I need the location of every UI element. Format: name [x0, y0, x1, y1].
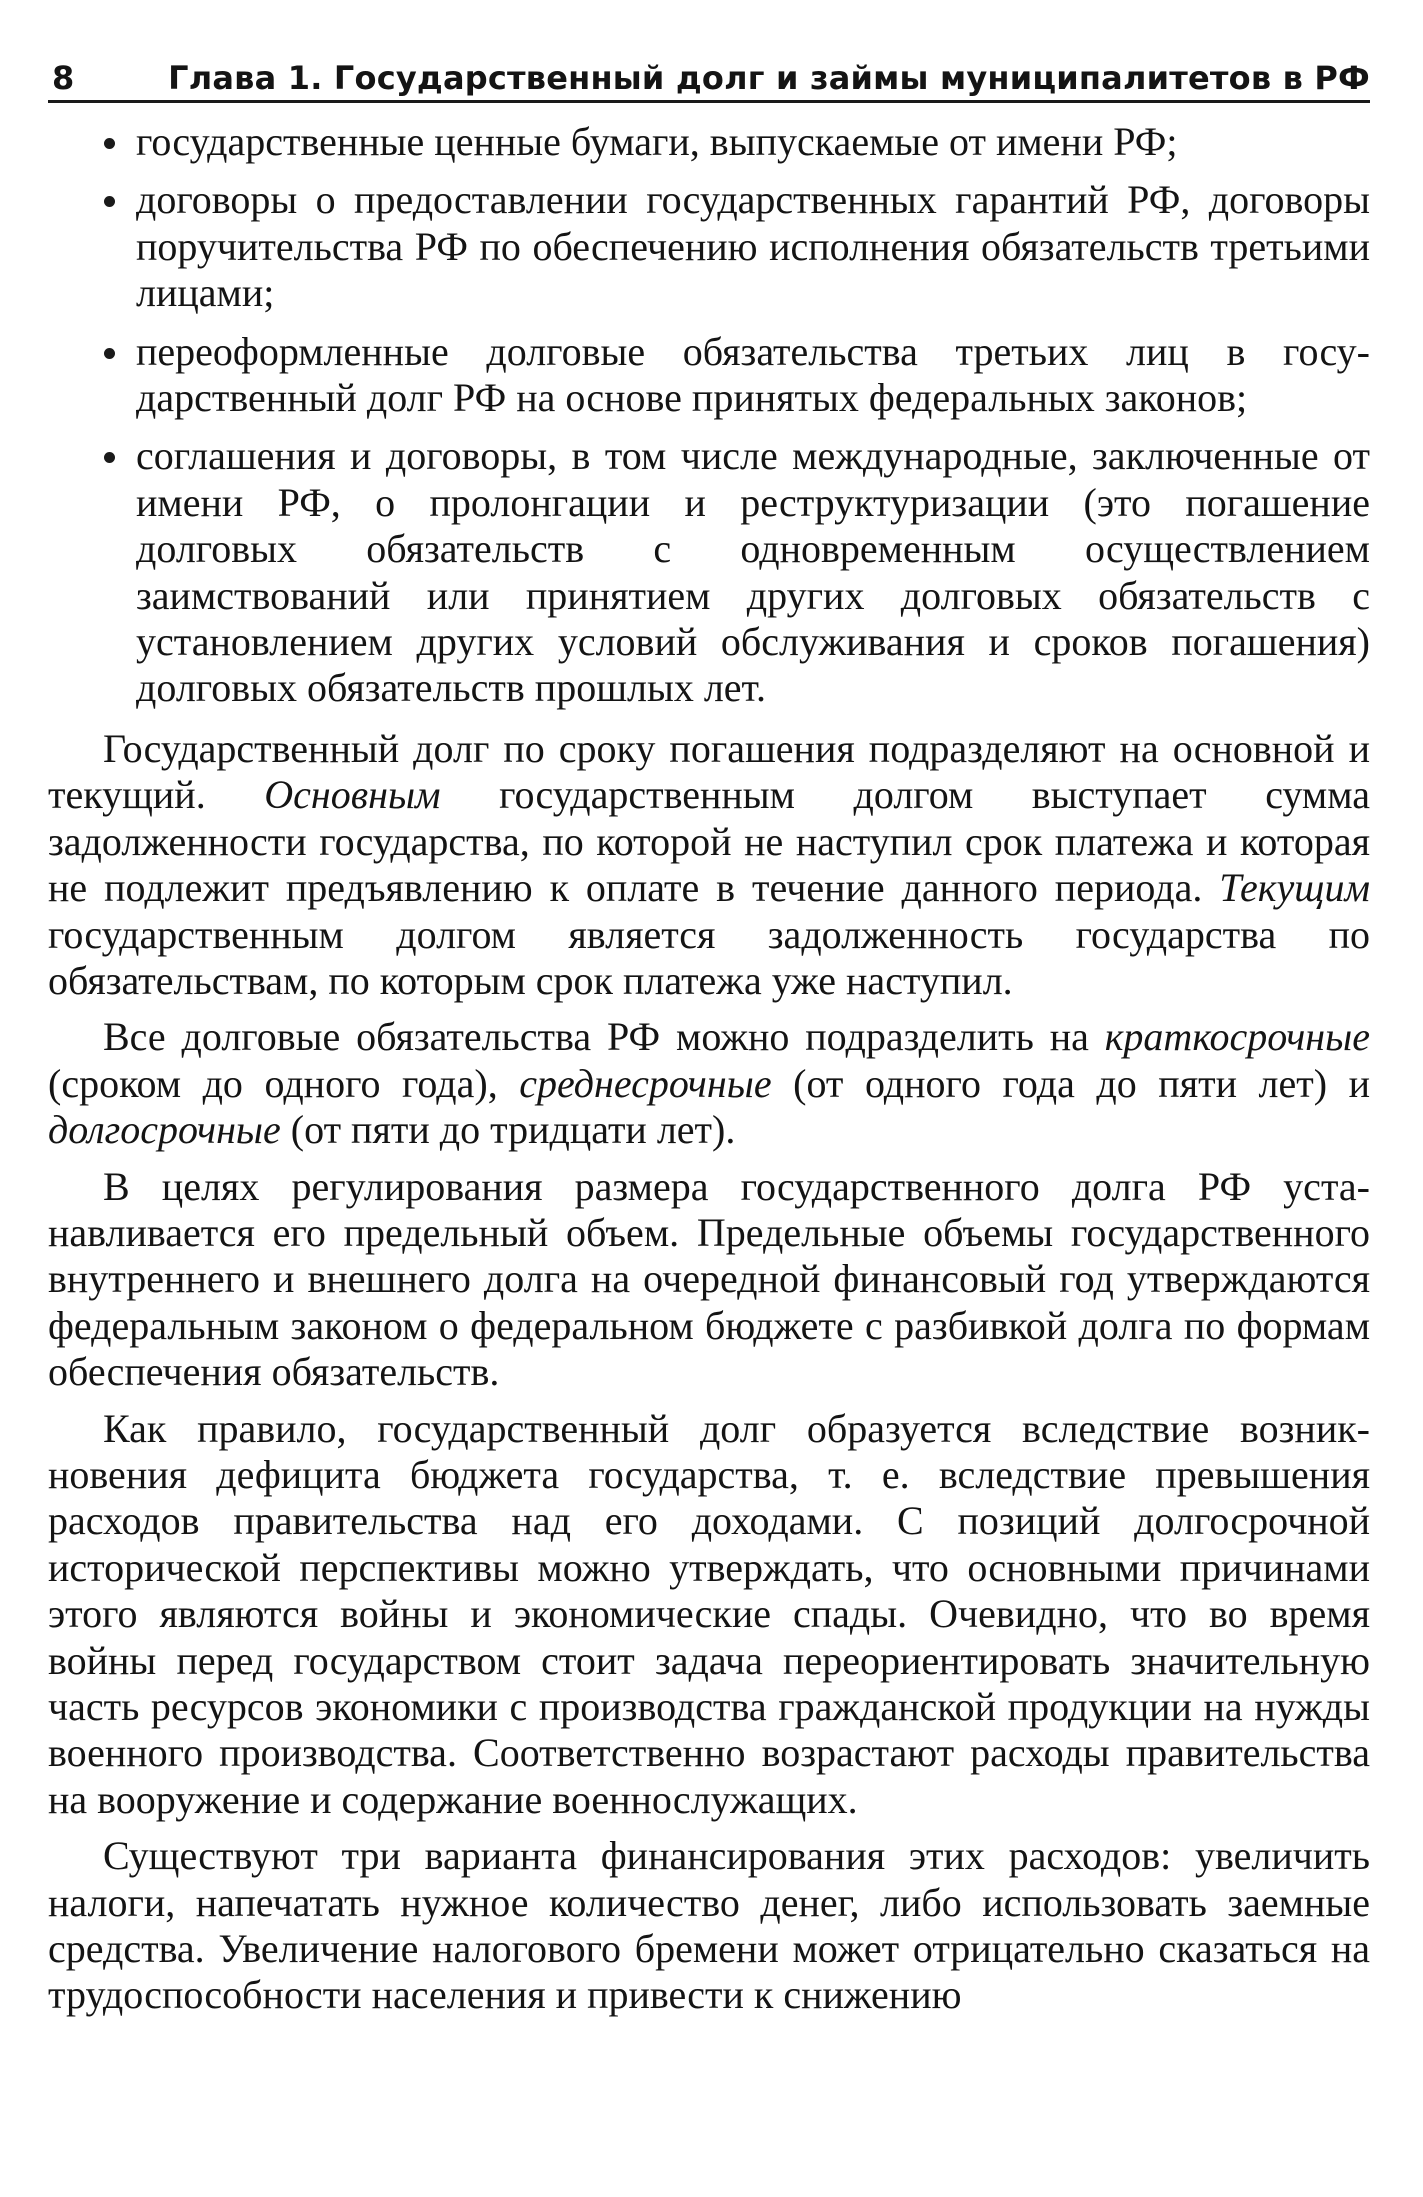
list-item: [48, 433, 1370, 711]
list-item-text: переоформленные долговые обязательства третьих лиц в государственный долг РФ на основе принятых федеральных законов;: [136, 328, 1370, 421]
paragraph-debt-limit: В целях регулирования размера государственного долга РФ устанавливается его предельный объем. Предельные объемы государственного внутреннего и внешнего долга на очередной финансовый год утверждаются федеральным законом о федеральном бюджете с разбивкой долга по формам обеспечения обязательств.: [48, 1163, 1370, 1395]
list-item-text: соглашения и договоры, в том числе международные, заключенные от имени РФ, о пролонгации и реструктуризации (это погашение долговых обязательств с одновременным осуществлением заимствований или принятием других долговых обязательств с установлением других условий обслуживания и сроков погашения) долговых обязательств прошлых лет.: [136, 433, 1370, 711]
emphasis-term: Основным: [264, 772, 441, 818]
paragraph-financing-options: Существуют три варианта финансирования этих расходов: увеличить налоги, напечатать нужное количество денег, либо использовать заемные средства. Увеличение налогового бремени может отрицательно сказаться на трудоспособности населения и привести к снижению: [48, 1833, 1370, 2018]
book-page: [48, 58, 1370, 2029]
paragraph-debt-term: Государственный долг по сроку погашения подразделяют на основной и текущий. Основным государственным долгом выступает сумма задолженности государства, по которой не наступил срок платежа и которая не подлежит предъявлению к оплате в течение данного периода. Текущим государственным долгом является задолженность государства по обязательствам, по которым срок платежа уже наступил.: [48, 725, 1371, 1003]
list-item-text: договоры о предоставлении государственных гарантий РФ, договоры поручительства РФ по обеспечению исполнения обязательств третьими лицами;: [136, 177, 1370, 316]
page-number: 8: [52, 59, 75, 97]
emphasis-term: долгосрочные: [48, 1107, 281, 1153]
list-item: [48, 177, 1370, 316]
bullet-icon: [104, 196, 115, 207]
bullet-icon: [104, 452, 115, 463]
bullet-list: [48, 119, 1370, 712]
chapter-title: Глава 1. Государственный долг и займы муниципалитетов в РФ: [168, 59, 1370, 97]
bullet-icon: [104, 138, 115, 149]
list-item-text: государственные ценные бумаги, выпускаемые от имени РФ;: [136, 119, 1178, 164]
running-header: [48, 58, 1370, 103]
paragraph-debt-causes: Как правило, государственный долг образуется вследствие возникновения дефицита бюджета государства, т. е. вследствие превышения расходов правительства над его доходами. С позиций долгосрочной исторической перспективы можно утверждать, что основными причинами этого являются войны и экономические спады. Очевидно, что во время войны перед государством стоит задача переориентировать значительную часть ресурсов экономики с производства гражданской продукции на нужды военного производства. Соответственно возрастают расходы правительства на вооружение и содержание военнослужащих.: [48, 1405, 1370, 1822]
paragraph-debt-maturity: Все долговые обязательства РФ можно подразделить на краткосрочные (сроком до одного года), среднесрочные (от одного года до пяти лет) и долгосрочные (от пяти до тридцати лет).: [48, 1014, 1371, 1153]
emphasis-term: среднесрочные: [519, 1060, 772, 1106]
emphasis-term: Текущим: [1219, 865, 1370, 911]
body-text: [48, 119, 1370, 2019]
emphasis-term: краткосрочные: [1104, 1014, 1370, 1060]
bullet-icon: [104, 348, 115, 359]
list-item: [48, 329, 1370, 422]
list-item: [48, 119, 1370, 165]
